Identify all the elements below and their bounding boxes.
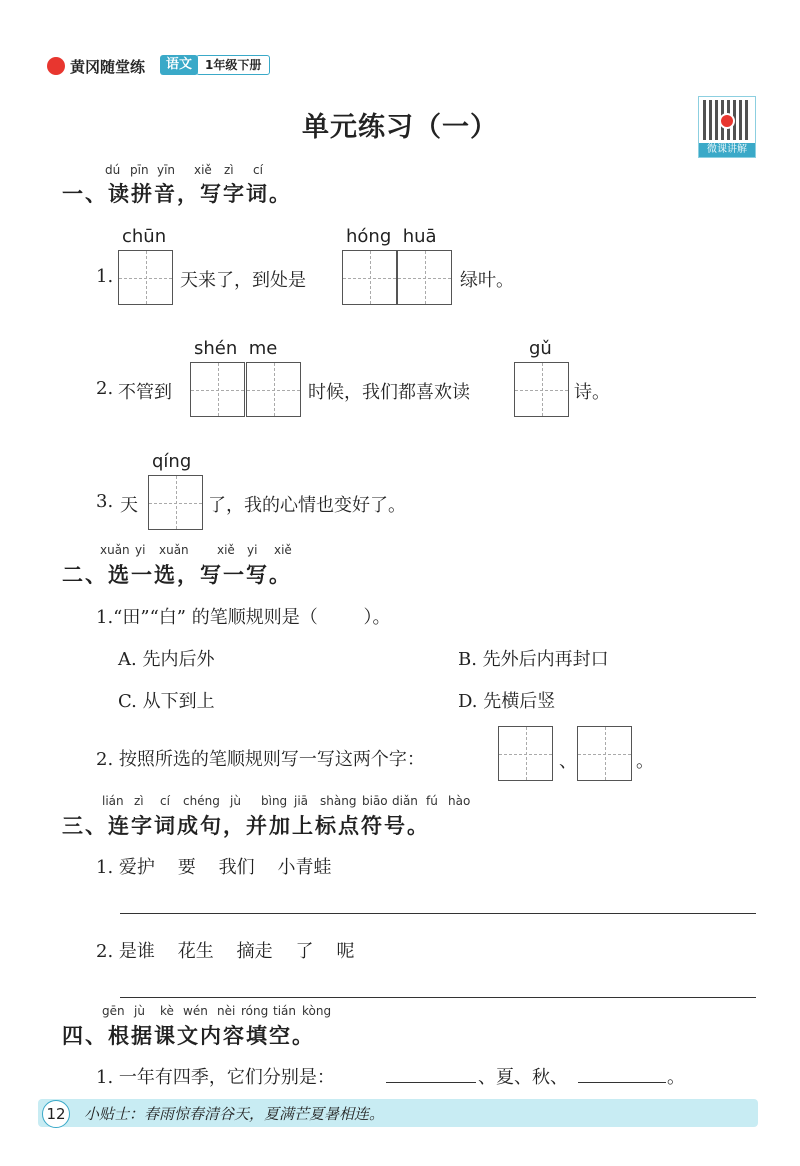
pinyin-ci: cí	[253, 163, 263, 177]
q1-text-1: 天来了，到处是	[180, 270, 306, 291]
brand-logo-icon	[47, 57, 65, 75]
s4-q1-c: 。	[667, 1067, 685, 1088]
writing-box[interactable]	[498, 726, 553, 781]
page-number: 12	[42, 1100, 70, 1128]
pinyin-xie: xiě	[217, 543, 235, 557]
q3-number: 3.	[96, 491, 114, 512]
pinyin-shang: shàng	[320, 794, 357, 808]
separator: 、	[559, 751, 577, 772]
pinyin-pin: pīn	[130, 163, 149, 177]
s3-q1: 1. 爱护 要 我们 小青蛙	[96, 857, 332, 878]
grade-badge: 1年级下册	[196, 55, 270, 75]
pinyin-xuan: xuǎn	[159, 543, 189, 557]
option-b[interactable]: B. 先外后内再封口	[458, 649, 609, 670]
s2-q2: 2. 按照所选的笔顺规则写一写这两个字：	[96, 749, 425, 770]
section-3-heading: 三、连字词成句，并加上标点符号。	[62, 814, 430, 838]
pinyin-gen: gēn	[102, 1004, 125, 1018]
qr-label: 微课讲解	[699, 143, 755, 157]
section-2-heading: 二、选一选，写一写。	[62, 563, 292, 587]
pinyin-wen: wén	[183, 1004, 208, 1018]
page-title: 单元练习（一）	[302, 112, 498, 143]
pinyin-cheng: chéng	[183, 794, 220, 808]
pinyin-yi: yi	[247, 543, 258, 557]
pinyin-tian: tián	[273, 1004, 296, 1018]
q1-text-2: 绿叶。	[460, 270, 514, 291]
footer-tip: 小贴士：春雨惊春清谷天，夏满芒夏暑相连。	[84, 1105, 385, 1123]
writing-box[interactable]	[514, 362, 569, 417]
period: 。	[636, 751, 654, 772]
pinyin-ke: kè	[160, 1004, 174, 1018]
pinyin-xie: xiě	[274, 543, 292, 557]
pinyin-biao: biāo	[362, 794, 388, 808]
section-4-heading: 四、根据课文内容填空。	[62, 1024, 315, 1048]
q3-text-1: 了，我的心情也变好了。	[208, 495, 406, 516]
option-d[interactable]: D. 先横后竖	[458, 691, 556, 712]
pinyin-lian: lián	[102, 794, 124, 808]
pinyin-rong: róng	[241, 1004, 269, 1018]
answer-line[interactable]	[120, 913, 756, 914]
writing-box[interactable]	[118, 250, 173, 305]
s2-q1: 1.“田”“白” 的笔顺规则是（ ）。	[96, 607, 391, 628]
pinyin-gu: gǔ	[529, 338, 552, 359]
pinyin-zi: zì	[134, 794, 144, 808]
subject-badge: 语文	[160, 55, 198, 75]
answer-line[interactable]	[120, 997, 756, 998]
pinyin-ju: jù	[230, 794, 241, 808]
pinyin-kong: kòng	[302, 1004, 332, 1018]
option-a[interactable]: A. 先内后外	[118, 649, 215, 670]
pinyin-bing: bìng	[261, 794, 288, 808]
pinyin-yi: yi	[135, 543, 146, 557]
pinyin-zi: zì	[224, 163, 234, 177]
pinyin-ci: cí	[160, 794, 170, 808]
pinyin-nei: nèi	[217, 1004, 236, 1018]
q1-number: 1.	[96, 266, 114, 287]
pinyin-fu: fú	[426, 794, 438, 808]
pinyin-chun: chūn	[122, 226, 167, 247]
pinyin-jia: jiā	[294, 794, 309, 808]
pinyin-hao: hào	[448, 794, 471, 808]
s3-q2: 2. 是谁 花生 摘走 了 呢	[96, 941, 355, 962]
writing-box[interactable]	[342, 250, 397, 305]
pinyin-xuan: xuǎn	[100, 543, 130, 557]
writing-box[interactable]	[190, 362, 245, 417]
answer-blank[interactable]	[578, 1082, 666, 1083]
pinyin-hong-hua: hóng huā	[346, 226, 437, 247]
pinyin-xie: xiě	[194, 163, 212, 177]
qr-center-icon	[719, 113, 735, 129]
writing-box[interactable]	[397, 250, 452, 305]
q2-text-1: 时候，我们都喜欢读	[308, 382, 470, 403]
pinyin-du: dú	[105, 163, 121, 177]
q2-text-0: 不管到	[118, 382, 172, 403]
qr-code[interactable]	[698, 96, 756, 158]
writing-box[interactable]	[148, 475, 203, 530]
writing-box[interactable]	[246, 362, 301, 417]
writing-box[interactable]	[577, 726, 632, 781]
s4-q1-b: 、夏、秋、	[478, 1067, 568, 1088]
pinyin-ju: jù	[134, 1004, 145, 1018]
s4-q1-a: 1. 一年有四季，它们分别是：	[96, 1067, 335, 1088]
pinyin-yin: yīn	[157, 163, 176, 177]
pinyin-dian: diǎn	[392, 794, 418, 808]
pinyin-qing: qíng	[152, 451, 192, 472]
brand-name: 黄冈随堂练	[70, 58, 146, 76]
answer-blank[interactable]	[386, 1082, 476, 1083]
option-c[interactable]: C. 从下到上	[118, 691, 215, 712]
q3-text-0: 天	[120, 495, 138, 516]
section-1-heading: 一、读拼音，写字词。	[62, 182, 292, 206]
pinyin-shen-me: shén me	[194, 338, 278, 359]
q2-number: 2.	[96, 378, 114, 399]
q2-text-2: 诗。	[574, 382, 610, 403]
